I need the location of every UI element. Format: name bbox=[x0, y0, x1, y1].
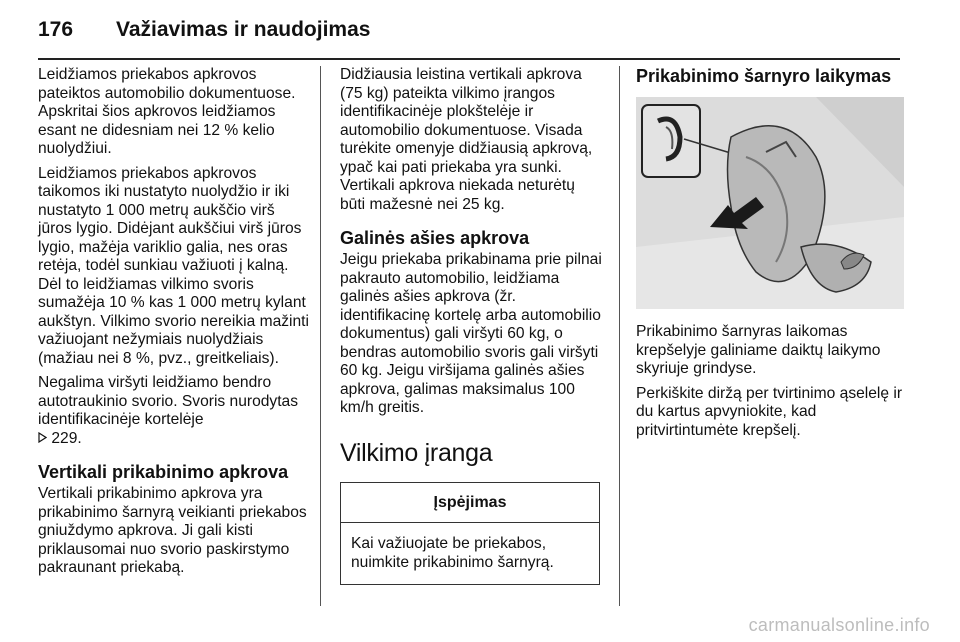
paragraph: Jeigu priekaba prikabinama prie pilnai pakrauto automobilio, leidžiama galinės ašies apkrova (žr. identifikacinę kortelę arba automobilio dokumentus) gali viršyti 60 kg, o bendras automobilio svoris gali viršyti 60 kg. Jeigu viršijama galinės ašies apkrova, galimas maksimalus 100 km/h greitis. bbox=[340, 251, 602, 416]
paragraph bbox=[38, 374, 310, 448]
hitch-storage-illustration bbox=[636, 97, 904, 309]
section-heading-vertical-load: Vertikali prikabinimo apkrova bbox=[38, 462, 289, 482]
paragraph: Prikabinimo šarnyras laikomas krepšelyje galiniame daiktų laikymo skyriuje grindyse. bbox=[636, 323, 881, 377]
chapter-title: Važiavimas ir naudojimas bbox=[116, 18, 371, 41]
paragraph: Perkiškite diržą per tvirtinimo ąselelę ir du kartus apvyniokite, kad pritvirtintumėte krepšelį. bbox=[636, 384, 903, 439]
page-number: 176 bbox=[38, 18, 74, 41]
paragraph: Didžiausia leistina vertikali apkrova (75 kg) pateikta vilkimo įrangos identifikacinėje plokštelėje ir automobilio dokumentuose. Visada turėkite omenyje didžiausią apkrovą, ypač kai pati priekaba yra sunki. Vertikali apkrova niekada neturėtų būti mažesnė nei 25 kg. bbox=[340, 66, 593, 213]
column-divider bbox=[320, 66, 321, 606]
header-rule bbox=[38, 58, 900, 60]
warning-text: Kai važiuojate be priekabos, nuimkite prikabinimo šarnyrą. bbox=[351, 535, 554, 571]
column-right bbox=[636, 66, 904, 446]
triangle-right-icon bbox=[38, 430, 47, 449]
paragraph: Vertikali prikabinimo apkrova yra prikabinimo šarnyrą veikianti priekabos gniuždymo apkrova. Ji gali kisti priklausomai nuo svorio paskirstymo pakraunant priekabą. bbox=[38, 485, 307, 576]
section-heading-hitch-storage: Prikabinimo šarnyro laikymas bbox=[636, 66, 892, 86]
section-heading-rear-axle: Galinės ašies apkrova bbox=[340, 228, 530, 248]
page-reference-link[interactable]: 229. bbox=[51, 429, 82, 447]
paragraph: Leidžiamos priekabos apkrovos pateiktos automobilio dokumentuose. Apskritai šios apkrovos leidžiamos esant ne didesniam nei 12 % kelio nuolydžiui. bbox=[38, 66, 296, 157]
column-left bbox=[38, 66, 310, 584]
column-divider bbox=[619, 66, 620, 606]
column-middle bbox=[340, 66, 602, 585]
paragraph-text: Negalima viršyti leidžiamo bendro autotraukinio svorio. Svoris nurodytas identifikacinėje kortelėje bbox=[38, 374, 299, 428]
watermark: carmanualsonline.info bbox=[748, 615, 930, 635]
section-title-towing-equipment: Vilkimo įranga bbox=[340, 438, 493, 467]
page-header bbox=[38, 14, 898, 50]
paragraph: Leidžiamos priekabos apkrovos taikomos iki nustatyto nuolydžio ir iki nustatyto 1 000 metrų aukščio virš jūros lygio. Didėjant aukščiui virš jūros lygio, mažėja variklio galia, nes oras retėja, todėl sunkiau važiuoti į kalną. Dėl to leidžiamas vilkimo svoris sumažėja 10 % kas 1 000 metrų kylant aukštyn. Vilkimo svorio nereikia mažinti važiuojant nežymiais nuolydžiais (mažiau nei 8 %, pvz., greitkeliais). bbox=[38, 164, 309, 367]
warning-box bbox=[340, 482, 600, 586]
warning-title: Įspėjimas bbox=[341, 483, 599, 524]
